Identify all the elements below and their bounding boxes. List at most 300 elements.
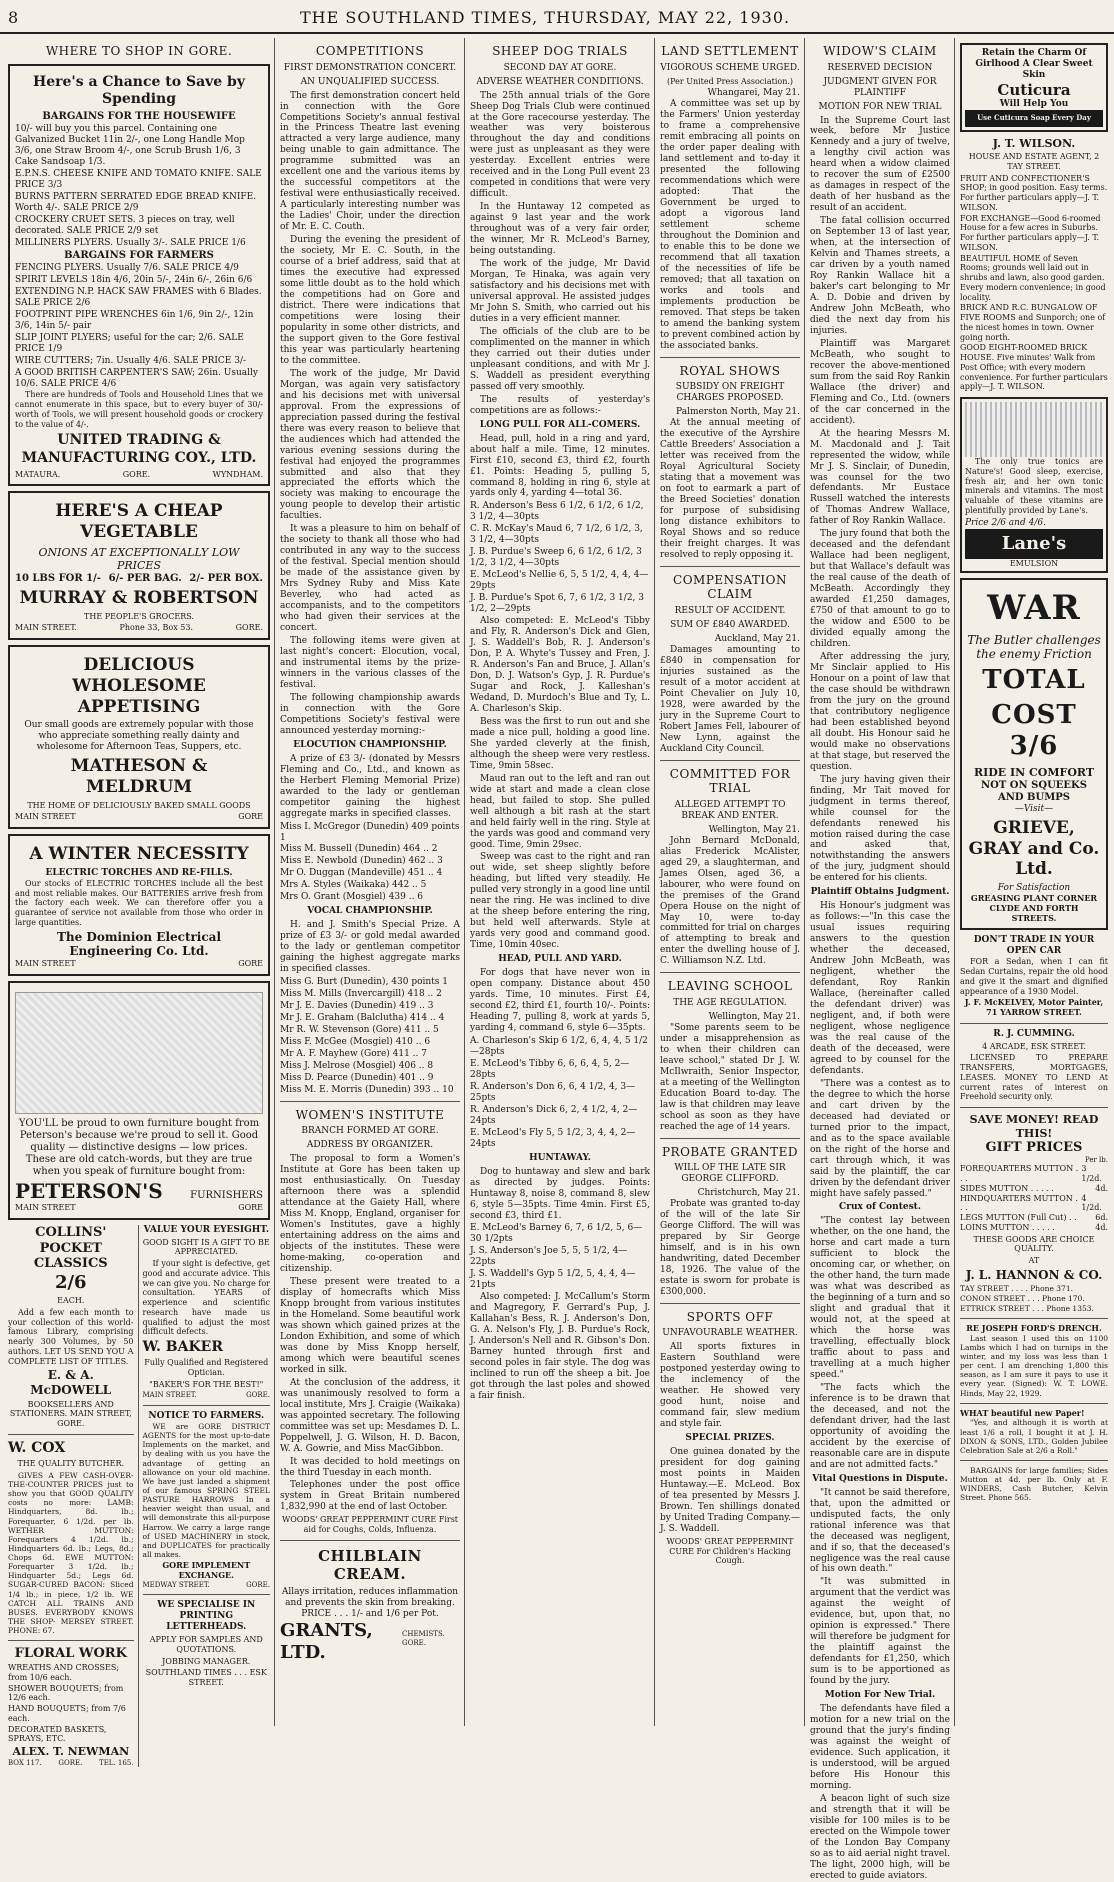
woods-ad: WOODS' GREAT PEPPERMINT CURE For Children's Hacking Cough. <box>666 1536 794 1566</box>
divider <box>960 1403 1108 1404</box>
phone-line: CONON STREET . . . Phone 170. <box>960 1293 1085 1303</box>
elocution-heading: ELOCUTION CHAMPIONSHIP. <box>293 739 447 750</box>
war-ride: RIDE IN COMFORT <box>973 766 1095 780</box>
addr-street: MAIN STREET. <box>142 1391 197 1400</box>
paragraph: "The facts which the inference is to be drawn that the deceased, and not the defendant driver, had the last opportunity of avoiding the accident by the exercise of reasonable care are in dispute and are not admitted facts." <box>810 1382 950 1470</box>
lanes-sub: EMULSION <box>1009 558 1059 568</box>
dateline: Wellington, May 21. <box>708 1011 800 1022</box>
result-row: J. B. Purdue's Sweep 6, 6 1/2, 6 1/2, 3 1/2, 3 1/2, 4—30pts <box>470 547 642 569</box>
price-bag: 6/- PER BAG. <box>108 572 182 584</box>
addr-town: GORE. <box>235 623 263 633</box>
ad-title: A WINTER NECESSITY <box>29 844 249 865</box>
article-subheading: VIGOROUS SCHEME URGED. <box>660 62 800 73</box>
wi-subheading: ADDRESS BY ORGANIZER. <box>306 1140 434 1151</box>
ad-subtitle-farmers: BARGAINS FOR FARMERS <box>64 249 214 261</box>
trade-head: DON'T TRADE IN YOUR OPEN CAR <box>973 935 1095 957</box>
article-body: A beacon light of such size and strength that it will be visible for 100 miles is to be erected on the Wimpole tower of the London Bay Company so as to aid aerial night travel. The light, 2000 high, will be erected to guide aviators. <box>810 1793 950 1881</box>
dateline: Palmerston North, May 21. <box>676 407 800 418</box>
elocution-results <box>280 822 460 904</box>
addr-street: MAIN STREET <box>15 958 76 968</box>
baker-address <box>143 1391 270 1400</box>
united-trading-ad <box>8 64 270 487</box>
listing-item: FOR EXCHANGE—Good 6-roomed House for a few acres in Suburbs. For further particulars apply—J. T. WILSON. <box>960 213 1101 252</box>
column-divider <box>274 38 275 1726</box>
paragraph: It was decided to hold meetings on the third Tuesday in each month. <box>280 1456 460 1478</box>
result-row: Mr A. F. Mayhew (Gore) 411 .. 7 <box>280 1048 427 1059</box>
gift-price-list <box>960 1164 1108 1232</box>
chilblain-price: PRICE . . . 1/- and 1/6 per Pot. <box>301 1609 439 1620</box>
dateline: Auckland, May 21. <box>714 633 800 644</box>
paragraph: Bess was the first to run out and she made a nice pull, holding a good line. She yarded cleverly at the finish, although the sheep were very restless. Time, 9min 58sec. <box>470 716 650 771</box>
divider <box>143 1405 270 1406</box>
addr-town: GORE. <box>246 1391 270 1400</box>
gift-item-price: 4d. <box>1095 1222 1108 1232</box>
result-row: E. McLeod's Barney 6, 7, 6 1/2, 5, 6—30 1/2pts <box>470 1223 643 1245</box>
longpull-heading: LONG PULL FOR ALL-COMERS. <box>479 419 641 430</box>
hannon-phones <box>960 1284 1108 1313</box>
gift-unit: Per lb. <box>1084 1155 1108 1164</box>
farm-head: NOTICE TO FARMERS. <box>148 1411 265 1422</box>
article-subheading: MOTION FOR NEW TRIAL <box>818 101 942 112</box>
list-item: SHOWER BOUQUETS; from 12/6 each. <box>8 1683 124 1703</box>
paragraph: His Honour's judgment was as follows:—"In this case the usual issues requiring answers to the question whether the deceased, Andrew John McBeath, was negligent, whether the defendant, Roy Rankin Wallace, (hereinafter called the defendant driver) was negligent, and, if both were negligent, whose negligence was the real cause of the death of the deceased, were agreed to by counsel for the defendants. <box>810 901 950 1076</box>
paragraph: The 25th annual trials of the Gore Sheep Dog Trials Club were continued at the Gore racecourse yesterday. The weather was very boisterous throughout the day and conditions were just as unpleasant as they were yesterday. Excellent entries were received and in the Long Pull event 23 competed in conditions that were very difficult. <box>470 90 650 200</box>
cuticura-title: Retain the Charm Of Girlhood A Clear Sweet Skin <box>975 48 1093 80</box>
addr-street: MAIN STREET <box>15 812 76 822</box>
section-heading: Plaintiff Obtains Judgment. <box>810 887 950 898</box>
shop-heading: WHERE TO SHOP IN GORE. <box>45 44 233 58</box>
column-shops <box>8 38 270 1767</box>
section-heading: Crux of Contest. <box>839 1202 921 1213</box>
result-row: Miss J. Melrose (Mosgiel) 406 .. 8 <box>280 1060 434 1071</box>
addr-street: MAIN STREET <box>15 1202 76 1212</box>
gift-head: GIFT PRICES <box>985 1140 1083 1156</box>
article-body <box>280 91 460 737</box>
paragraph: Also competed: E. McLeod's Tibby and Fly, R. Anderson's Dick and Glen, J. S. Waddell's Bob, R. J. Anderson's Don, P. A. Whyte's Tussey and Fren, J. R. Anderson's Fan and Bruce, J. Allan's Don, D. J. Watson's Gyp, J. R. Purdue's Sugar and Rock, J. Kalleshan's Wedand, D. Murdoch's Blue and Ty, L. A. Charleson's Skip. <box>470 616 650 714</box>
article-heading: SHEEP DOG TRIALS <box>492 44 628 58</box>
article-body: Probate was granted to-day of the will of the late Sir George Clifford. The will was prepared by Sir George himself, and is in his own handwriting, dated December 18, 1926. The value of the estate is sworn for probate is £300,000. <box>660 1199 800 1297</box>
trade-text: FOR a Sedan, when I can fit Sedan Curtains, repair the old hood and give it the smart and dignified appearance of a 1930 Model. <box>960 957 1108 996</box>
ad-towns <box>15 470 263 480</box>
newman-address <box>8 1759 134 1768</box>
paragraph: The first demonstration concert held in connection with the Gore Competitions Society's annual festival in the Princess Theatre last evening attracted a very large audience, many being unable to gain admittance. The programme submitted was an excellent one and the various items by the successful competitors at the festival were enthusiastically received. A particularly interesting number was the Ladies' Choir, under the direction of Mr. E. C. Couth. <box>280 90 460 233</box>
firm-address <box>15 623 263 633</box>
gift-item-name: LEGS MUTTON (Full Cut) . . <box>960 1213 1077 1223</box>
result-row: E. McLeod's Nellie 6, 5, 5 1/2, 4, 4, 4—29pts <box>470 570 649 592</box>
grants-firm: GRANTS, LTD. <box>280 1620 373 1664</box>
result-row: Mr J. E. Davies (Dunedin) 419 .. 3 <box>280 1001 434 1012</box>
gift-item-name: HINDQUARTERS MUTTON . . . <box>960 1193 1078 1213</box>
column-sheep-dog <box>470 38 650 1726</box>
longpull-results <box>470 501 650 615</box>
paragraph: During the evening the president of the society, Mr E. C. South, in the course of a brief address, said that at times the executive had expressed some little doubt as to the hold which the competitions had on Gore and district. There were indications that competitions were losing their popularity in some other districts, and the support given to the Gore festival this year was particularly heartening to the committee. <box>280 235 460 366</box>
farmer-bargain-list <box>15 263 263 390</box>
war-notsq: NOT ON SQUEEKS AND BUMPS <box>981 779 1087 803</box>
paper-text: "Yes, and although it is worth at least 1/6 a roll, I bought it at J. H. DIXON & SONS, LTD., Golden Jubilee Celebration Sale at 2/6 a Roll." <box>960 1418 1108 1455</box>
article-subheading: WILL OF THE LATE SIR GEORGE CLIFFORD. <box>674 1163 786 1185</box>
newman-firm: ALEX. T. NEWMAN <box>12 1745 130 1759</box>
wilson-tag: HOUSE AND ESTATE AGENT, 2 TAY STREET. <box>968 152 1100 171</box>
grants-row <box>280 1620 460 1664</box>
paragraph: The fatal collision occurred on September 13 of last year, when, at the intersection of Kelvin and Thames streets, a car driven by a youth named Roy Rankin Wallace hit a baker's cart belonging to Mr A. D. Dobie and driven by Andrew John McBeath, who died the next day from his injuries. <box>810 216 950 336</box>
article-heading: ROYAL SHOWS <box>679 363 781 378</box>
collins-title: COLLINS' POCKET CLASSICS <box>33 1224 108 1272</box>
baker-motto: "BAKER'S FOR THE BEST!" <box>149 1379 264 1389</box>
ad-title: DELICIOUS WHOLESOME APPETISING <box>72 655 206 717</box>
article-subheading: ADVERSE WEATHER CONDITIONS. <box>476 76 644 87</box>
floral-title: FLORAL WORK <box>14 1646 127 1662</box>
article-body: John Bernard McDonald, alias Frederick McAlister, aged 29, a slaughterman, and James Olsen, aged 36, a labourer, who were found on the premises of the Grand Opera House on the night of May 10, were to-day committed for trial on charges of attempting to break and enter the dwelling house of J. C. Williamson N.Z. Ltd. <box>660 835 800 967</box>
addr-town: GORE. <box>246 1580 270 1589</box>
phone-line: TAY STREET . . . . Phone 371. <box>960 1283 1073 1293</box>
war-visit: —Visit— <box>1014 803 1054 814</box>
column-competitions <box>280 38 460 1726</box>
list-item: HAND BOUQUETS; from 7/6 each. <box>8 1704 126 1723</box>
lanes-illustration <box>965 402 1103 457</box>
article-heading: COMPETITIONS <box>315 44 425 58</box>
paragraph: Sweep was cast to the right and ran out wide, set sheep slightly before heading, but lifted very steadily. He pulled very strongly in a good line until near the ring. He was inclined to dive at the sheep before entering the ring, but held well afterwards. Style at yards very good and command good. Time, 10min 40sec. <box>470 852 650 951</box>
collins-price: 2/6 <box>54 1272 87 1294</box>
bottom-ad-row <box>8 1225 270 1767</box>
ad-text: Our stocks of ELECTRIC TORCHES include all the best and most reliable makes. Our BATTERIES arrive fresh from the factory each week. We can therefore offer you a guarantee of service not available from those who order in large quantities. <box>15 878 263 927</box>
divider <box>660 760 800 761</box>
wi-body <box>280 1154 460 1513</box>
article-subheading: SUM OF £840 AWARDED. <box>670 619 790 630</box>
article-body <box>810 116 950 885</box>
paragraph: In the Supreme Court last week, before Mr Justice Kennedy and a jury of twelve, a lengthy civil action was heard when a widow claimed to recover the sum of £2500 as damages in respect of the death of her husband as the result of an accident. <box>810 115 950 214</box>
listing-item: GOOD EIGHT-ROOMED BRICK HOUSE. Five minutes' Walk from Post Office; with every modern convenience. For further particulars apply—J. T. WILSON. <box>960 343 1108 392</box>
baker-firm: W. BAKER <box>142 1339 223 1356</box>
firm-tagline: THE PEOPLE'S GROCERS. <box>84 611 194 621</box>
result-row: J. S. Anderson's Joe 5, 5, 5 1/2, 4—22pts <box>470 1246 628 1268</box>
article-heading: COMPENSATION CLAIM <box>673 572 787 602</box>
article-subheading: RESULT OF ACCIDENT. <box>674 605 786 616</box>
article-subheading: ALLEGED ATTEMPT TO BREAK AND ENTER. <box>674 799 786 821</box>
firm-name: UNITED TRADING & MANUFACTURING COY., LTD. <box>21 432 257 466</box>
listing-item: FRUIT AND CONFECTIONER'S SHOP; in good position. Easy terms. For further particulars apply—J. T. WILSON. <box>960 173 1108 212</box>
price-box: 2/- PER BOX. <box>189 572 263 584</box>
cumming-addr: 4 ARCADE, ESK STREET. <box>982 1041 1086 1051</box>
addr-street: MEDWAY STREET. <box>142 1580 210 1589</box>
wilson-name: J. T. WILSON. <box>992 136 1076 150</box>
list-item: 10/- will buy you this parcel. Containing one Galvanized Bucket 11in 2/-, one Long Handle Mop 3/6, one Straw Broom 4/-, one Scrub Brush 1/6, 3 Cake Sandsoap 1/3. <box>15 123 245 167</box>
headpull-results <box>470 1036 650 1150</box>
lanes-price: Price 2/6 and 4/6. <box>965 517 1046 528</box>
newspaper-title: THE SOUTHLAND TIMES, THURSDAY, MAY 22, 1930. <box>300 8 791 27</box>
firm-name: MURRAY & ROBERTSON <box>19 587 259 608</box>
paragraph: Plaintiff was Margaret McBeath, who sought to recover the above-mentioned sum from the said Roy Rankin Wallace (the driver) and Fleming and Co., Ltd. (owners of the car concerned in the accident). <box>810 338 950 426</box>
phone-line: ETTRICK STREET . . . Phone 1353. <box>960 1303 1094 1313</box>
article-heading: SPORTS OFF <box>686 1309 774 1324</box>
addr-town: GORE <box>238 1202 263 1212</box>
column-divider <box>954 38 955 1726</box>
result-row: Miss I. McGregor (Dunedin) 409 points 1 <box>280 821 460 843</box>
result-row: Miss M. Bussell (Dunedin) 464 .. 2 <box>280 844 438 855</box>
list-item: BURNS PATTERN SERRATED EDGE BREAD KNIFE. Worth 4/-. SALE PRICE 2/9 <box>15 191 257 213</box>
list-item: E.P.N.S. CHEESE KNIFE AND TOMATO KNIFE. SALE PRICE 3/3 <box>15 168 262 190</box>
article-body: All sports fixtures in Eastern Southland were postponed yesterday owing to the inclemency of the weather. He showed very good hunt, noise and command fair, slew medium and style fair. <box>660 1342 800 1430</box>
war-title: WAR <box>987 588 1081 629</box>
gift-price-row <box>960 1194 1108 1214</box>
war-sub: The Butler challenges the enemy Friction <box>967 632 1101 662</box>
article-subheading: FIRST DEMONSTRATION CONCERT. <box>283 62 457 73</box>
masthead-rule <box>0 32 1114 34</box>
gift-price-row <box>960 1223 1108 1233</box>
bargain-text: BARGAINS for large families; Sides Mutton at 4d. per lb. Only at F. WINDERS, Cash Butcher, Kelvin Street. Phone 565. <box>960 1466 1108 1503</box>
ad-subtitle: BARGAINS FOR THE HOUSEWIFE <box>42 110 236 122</box>
list-item: SLIP JOINT PLYERS; useful for the car; 2/6. SALE PRICE 1/9 <box>15 332 244 354</box>
result-row: C. R. McKay's Maud 6, 7 1/2, 6 1/2, 3, 3 1/2, 4—30pts <box>470 524 643 546</box>
elocution-text: A prize of £3 3/- (donated by Messrs Fleming and Co., Ltd., and known as the Herbert Fleming Memorial Prize) awarded to the lady or gentleman competitor gaining the highest aggregate marks in specified classes. <box>280 753 460 819</box>
huntaway-results <box>470 1223 650 1291</box>
headpull-text: For dogs that have never won in open company. Distance about 450 yards. Time, 10 minutes. First £4, second £2, third £1, fourth 10/-. Points: Heading 7, pulling 8, work at yards 5, yarding 4, command 6, style 6—35pts. <box>470 968 650 1033</box>
farm-text: WE are GORE DISTRICT AGENTS for the most up-to-date Implements on the market, and by dealing with us you have the advantage of getting an allowance on your old machine. We have just landed a shipment of our famous SPRING STEEL PASTURE HARROWS In a heavier weight than usual, and will demonstrate this all-purpose Harrow. We carry a large range of USED MACHINERY in stock, and DUPLICATES for practically all makes. <box>142 1421 270 1559</box>
cumming-text: LICENSED TO PREPARE TRANSFERS, MORTGAGES, LEASES. MONEY TO LEND At current rates of interest on Freehold security only. <box>960 1053 1108 1102</box>
divider <box>960 1107 1108 1108</box>
paragraph: After addressing the jury, Mr Sinclair applied to His Honour on a point of law that the case should be withdrawn from the jury on the ground that contributory negligence had been established beyond all doubt. His Honour said he would make no observations at that stage, but reserved the question. <box>810 652 950 772</box>
floral-list <box>8 1663 134 1744</box>
divider <box>960 1318 1108 1319</box>
divider <box>960 1460 1108 1461</box>
special-prizes-body: One guinea donated by the president for dog gaining most points in Maiden Huntaway.—E. McLeod. Box of tea presented by Messrs J. Brown. Ten shillings donated by United Trading Company.—J. S. Waddell. <box>660 1447 800 1534</box>
petersons-ad <box>8 981 270 1220</box>
result-row: Miss F. McGee (Mosgiel) 410 .. 6 <box>280 1036 431 1047</box>
vocal-heading: VOCAL CHAMPIONSHIP. <box>307 906 433 917</box>
drench-head: RE JOSEPH FORD'S DRENCH. <box>966 1322 1102 1333</box>
gift-item-name: LOINS MUTTON . . . . . <box>960 1222 1055 1232</box>
paragraph: The following championship awards in connection with the Gore Competitions Society's festival were announced yesterday morning:- <box>280 692 460 736</box>
press-assoc: (Per United Press Association.) <box>666 76 794 86</box>
divider <box>8 1640 134 1641</box>
gift-item-price: 6d. <box>1095 1213 1108 1223</box>
list-item: A GOOD BRITISH CARPENTER'S SAW; 26in. Usually 10/6. SALE PRICE 4/6 <box>15 367 258 389</box>
firm-row <box>15 1179 263 1203</box>
article-body: The defendants have filed a motion for a new trial on the ground that the jury's finding was against the weight of evidence. Such application, it is understood, will be argued before His Honour this morning. <box>810 1704 950 1791</box>
print-firm: JOBBING MANAGER. <box>162 1656 251 1666</box>
cuticura-brand: Cuticura <box>997 80 1071 99</box>
print-sub: APPLY FOR SAMPLES AND QUOTATIONS. <box>149 1635 263 1654</box>
paragraph: The work of the judge, Mr David Morgan, Te Hinaka, was again very satisfactory and his decisions met with universal approval. He assisted judges Mr John S. Smith, who carried out his duties in a very efficient manner. <box>470 259 650 324</box>
cox-text: GIVES A FEW CASH-OVER-THE-COUNTER PRICES just to show you that GOOD QUALITY costs no more: LAMB: Hindquarters, 8d. lb.; Forequarter, 6 1/2d. per lb. WETHER MUTTON: Forequarters 4 1/2d. lb.; Hindquarters 6d. lb.; Legs, 8d.; Chops 6d. EWE MUTTON: Forequarter 3 1/2d. lb.; Hindquarter 5d.; Legs 6d. SUGAR-CURED BACON: Sliced 1/4 lb.; in piece, 1/2 lb. WE CATCH ALL TRAINS AND BUSES. EVERYBODY KNOWS THE SHOP- MERSEY STREET. PHONE: 67. <box>8 1470 134 1636</box>
wi-heading: WOMEN'S INSTITUTE <box>295 1107 445 1122</box>
ad-title: HERE'S A CHEAP VEGETABLE <box>55 501 223 543</box>
divider <box>660 1138 800 1139</box>
grants-tag: CHEMISTS. GORE. <box>401 1630 445 1647</box>
firm-name: MATHESON & MELDRUM <box>70 756 208 797</box>
paragraph: At the conclusion of the address, it was unanimously resolved to form a local institute, Mrs J. Craigie (Waikaka) was appointed secretary. The following committee was set up: Mesdames D. L. Poppelwell, J. G. Wilson, H. D. Bacon, W. A. Gowrie, and Miss MacGibbon. <box>280 1377 460 1454</box>
chilblain-title: CHILBLAIN CREAM. <box>318 1546 422 1584</box>
divider <box>660 566 800 567</box>
paragraph: The jury having given their finding, Mr Tait moved for judgment in terms thereof, while counsel for the defendants renewed his motion raised during the case and asked that, notwithstanding the answers of the jury, judgment should be entered for his clients. <box>810 774 950 884</box>
paragraph: "The contest lay between whether, on the one hand, the horse and cart made a turn sufficient to block the oncoming car, or whether, on the other hand, the turn made was what was described as the beginning of a turn and so slight and gradual that it would not, at the speed at which the horse was travelling, effectually block traffic about to pass and travelling at a much higher speed." <box>810 1216 950 1380</box>
lanes-ad <box>960 397 1108 573</box>
huntaway-body: Also competed: J. McCallum's Storm and Magregory, F. Gerrard's Pup, J. Kallahan's Bess, R. J. Anderson's Don, G. A. Nelson's Fly, J. B. Purdue's Rock, J. Anderson's Nell and R. Gibson's Don. Barney hunted through first and second poles in fair style. The dog was inclined to run off the sheep a bit. Joe got through the last poles and showed a fair finish. <box>470 1292 650 1401</box>
result-row: Mr O. Duggan (Mandeville) 451 .. 4 <box>280 868 443 879</box>
result-row: Mr R. W. Stevenson (Gore) 411 .. 5 <box>280 1025 439 1035</box>
farm-firm: GORE IMPLEMENT EXCHANGE. <box>162 1560 251 1580</box>
war-cost: COST 3/6 <box>991 699 1077 762</box>
addr-box: BOX 117. <box>8 1758 42 1767</box>
town-mataura: MATAURA. <box>15 469 61 479</box>
article-heading: PROBATE GRANTED <box>661 1144 799 1159</box>
listing-item: BEAUTIFUL HOME of Seven Rooms; grounds well laid out in shrubs and lawn, also good garden. Every modern convenience; in good locality. <box>960 253 1106 302</box>
divider <box>960 1023 1108 1024</box>
sight-text: If your sight is defective, get good and accurate advice. This we can give you. No charge for consultation. YEARS of experience and scientific research have made us qualified to adjust the most difficult defects. <box>142 1259 270 1337</box>
column-ads <box>960 38 1108 1726</box>
huntaway-heading: HUNTAWAY. <box>529 1152 591 1163</box>
column-divider <box>804 38 805 1726</box>
paragraph: The results of yesterday's competitions are as follows:- <box>470 394 650 416</box>
paragraph: "It cannot be said therefore, that, upon the admitted or undisputed facts, the only rational inference was that the deceased was negligent, and if so, that the deceased's negligence was the real cause of his own death." <box>810 1487 950 1575</box>
cuticura-tag: Will Help You <box>999 99 1069 110</box>
result-row: J. B. Purdue's Spot 6, 7, 6 1/2, 3 1/2, 3 1/2, 2—29pts <box>470 593 644 615</box>
paragraph: The jury found that both the deceased and the defendant Wallace had been negligent, but that Wallace's default was the real cause of the death of McBeath. Accordingly they awarded £1,250 damages, £750 of that amount to go to the widow and £500 to be divided equally among the children. <box>810 529 950 650</box>
print-addr: SOUTHLAND TIMES . . . ESK STREET. <box>145 1668 267 1688</box>
trade-firm: J. F. McKELVEY, Motor Painter, 71 YARROW STREET. <box>964 997 1104 1018</box>
result-row: Mr J. E. Graham (Balclutha) 414 .. 4 <box>280 1013 445 1024</box>
firm-address <box>15 959 263 969</box>
gift-item-name: FOREQUARTERS MUTTON . . . <box>960 1164 1079 1184</box>
column-widow-claim <box>810 38 950 1881</box>
paragraph: These present were treated to a display of homecrafts which Miss Knopp brought from various institutes in the Homeland. Some beautiful work was shown which gained prizes at the London Exhibition, and some of which was done by Miss Knopp herself, among which were beautiful scenes worked in silk. <box>280 1277 460 1375</box>
result-row: Miss G. Burt (Dunedin), 430 points 1 <box>280 977 449 988</box>
ad-subtitle: ONIONS AT EXCEPTIONALLY LOW PRICES <box>38 545 240 573</box>
divider <box>8 1434 134 1435</box>
article-subheading: UNFAVOURABLE WEATHER. <box>662 1328 798 1339</box>
result-row: R. Anderson's Don 6, 6, 4 1/2, 4, 3—25pts <box>470 1081 636 1103</box>
divider <box>660 972 800 973</box>
article-subheading: RESERVED DECISION <box>827 62 933 73</box>
right-small-ads <box>138 1225 270 1767</box>
bargain-list <box>15 124 263 249</box>
lanes-brand: Lane's <box>965 529 1103 559</box>
dateline: Christchurch, May 21. <box>697 1188 800 1199</box>
ad-title: Here's a Chance to Save by Spending <box>33 73 245 107</box>
hannon-firm: J. L. HANNON & CO. <box>965 1267 1103 1282</box>
collins-text: Add a few each month to your collection of this world-famous Library, comprising nearly 300 Volumes, by 50 authors. LET US SEND YOU A COMPLETE LIST OF TITLES. <box>8 1307 134 1366</box>
result-row: Mrs O. Grant (Mosgiel) 439 .. 6 <box>280 892 424 903</box>
divider <box>280 1540 460 1541</box>
result-row: Miss M. Mills (Invercargill) 418 .. 2 <box>280 989 442 1000</box>
gift-price-row <box>960 1184 1108 1194</box>
column-news <box>660 38 800 1726</box>
print-head: WE SPECIALISE IN PRINTING LETTERHEADS. <box>157 1600 256 1633</box>
vocal-results <box>280 977 460 1096</box>
gift-item-price: 4 1/2d. <box>1081 1193 1102 1213</box>
paragraph: In the Huntaway 12 competed as against 9 last year and the work throughout was of a very fair order, the winner, Mr R. McLeod's Barney, being outstanding. <box>470 202 650 257</box>
result-row: Mrs A. Styles (Waikaka) 442 .. 5 <box>280 880 427 891</box>
paper-head: WHAT beautiful new Paper! <box>960 1407 1085 1418</box>
price-lbs: 10 LBS FOR 1/- <box>15 572 101 584</box>
list-item: EXTENDING N.P. HACK SAW FRAMES with 6 Blades. SALE PRICE 2/6 <box>15 286 262 308</box>
murray-robertson-ad <box>8 491 270 640</box>
article-body <box>810 1216 950 1470</box>
list-item: WREATHS AND CROSSES; from 10/6 each. <box>8 1663 120 1682</box>
cox-firm: W. COX <box>8 1439 66 1456</box>
article-body: "Some parents seem to be under a misapprehension as to when their children can leave school," stated Dr J. W. McIlwraith, Senior Inspector, at a meeting of the Wellington Education Board to-day. The law is that children may leave school as soon as they have reached the age of 14 years. <box>660 1022 800 1132</box>
result-row: Miss D. Pearce (Dunedin) 401 .. 9 <box>280 1072 434 1083</box>
result-row: E. McLeod's Tibby 6, 6, 6, 4, 5, 2—28pts <box>470 1058 630 1080</box>
paragraph: Telephones under the post office system in Great Britain numbered 1,832,990 at the end of last October. <box>280 1480 460 1513</box>
divider <box>660 1303 800 1304</box>
result-row: R. Anderson's Bess 6 1/2, 6 1/2, 6 1/2, 3 1/2, 4—30pts <box>470 501 644 523</box>
gift-note: THESE GOODS ARE CHOICE QUALITY. <box>973 1234 1095 1254</box>
list-item: FOOTPRINT PIPE WRENCHES 6in 1/6, 9in 2/-, 12in 3/6, 14in 5/- pair <box>15 309 254 331</box>
gift-at: AT <box>1028 1256 1040 1266</box>
paragraph: At the hearing Messrs M. M. Macdonald and J. Tait represented the widow, while Mr J. S. Sinclair, of Dunedin, was counsel for the two defendants. Mr Eustace Russell watched the interests of Thomas Andrew Wallace, father of Roy Rankin Wallace. <box>810 428 950 527</box>
article-subheading: SECOND DAY AT GORE. <box>503 62 617 73</box>
section-heading: Motion For New Trial. <box>824 1690 936 1701</box>
town-wyndham: WYNDHAM. <box>212 469 263 479</box>
article-heading: WIDOW'S CLAIM <box>823 44 937 58</box>
baker-tag: Fully Qualified and Registered Optician. <box>144 1358 269 1377</box>
list-item: WIRE CUTTERS; 7in. Usually 4/6. SALE PRICE 3/- <box>15 355 247 366</box>
addr-town: GORE <box>238 812 263 822</box>
firm-tagline: FURNISHERS <box>190 1189 263 1201</box>
paragraph: The following items were given at last night's concert: Elocution, vocal, and instrumental items by the prize-winners in the various classes of the festival. <box>280 636 460 690</box>
dominion-electrical-ad <box>8 834 270 975</box>
gift-item-price: 3 1/2d. <box>1081 1164 1102 1184</box>
addr-town: GORE <box>238 958 263 968</box>
woods-ad: WOODS' GREAT PEPPERMINT CURE First aid for Coughs, Colds, Influenza. <box>281 1515 459 1535</box>
price-row <box>15 573 263 585</box>
article-body: At the annual meeting of the executive of the Ayrshire Cattle Breeders' Association a letter was received from the Royal Agricultural Society stating that a movement was on foot to earmark a part of the Breed Societies' donation for purpose of subsidising long distance exhibitors to Royal Shows and so reduce their freight charges. It was resolved to reply opposing it. <box>660 418 800 560</box>
masthead <box>0 8 1114 30</box>
page-number: 8 <box>8 8 20 27</box>
firm-address <box>15 1203 263 1213</box>
left-small-ads <box>8 1225 134 1767</box>
firm-tagline: THE HOME OF DELICIOUSLY BAKED SMALL GOODS <box>27 800 251 810</box>
article-body <box>810 901 950 1199</box>
firm-address <box>15 812 263 822</box>
ad-text: YOU'LL be proud to own furniture bought from Peterson's because we're proud to sell it. Good quality — distinctive designs — low prices. These are old catch-words, but they are true when you speak of furniture bought from: <box>18 1117 260 1178</box>
article-subheading: SUBSIDY ON FREIGHT CHARGES PROPOSED. <box>675 382 785 404</box>
result-row: E. McLeod's Fly 5, 5 1/2, 3, 4, 4, 2—24pts <box>470 1127 636 1149</box>
war-foot: GREASING PLANT CORNER CLYDE AND FORTH STREETS. <box>970 893 1098 923</box>
divider <box>143 1594 270 1595</box>
article-subheading: JUDGMENT GIVEN FOR PLAINTIFF <box>823 76 937 98</box>
article-heading: LEAVING SCHOOL <box>667 979 793 994</box>
column-divider <box>654 38 655 1726</box>
paragraph: "It was submitted in argument that the verdict was against the weight of evidence, but, upon that, no opinion is expressed." There will therefore be judgment for the plaintiff against the defendants for £1,250, which sum is to be apportioned as found by the jury. <box>810 1577 950 1687</box>
collins-each: EACH. <box>57 1296 85 1306</box>
special-prizes-heading: SPECIAL PRIZES. <box>685 1433 775 1444</box>
article-body: Damages amounting to £840 in compensation for injuries sustained as the result of a motor accident at Point Chevalier on July 10, 1928, were awarded by the jury in the Supreme Court to Robert James Fell, labourer of New Lynn, against the Auckland City Council. <box>660 644 800 754</box>
sight-head: VALUE YOUR EYESIGHT. <box>143 1224 269 1235</box>
result-row: A. Charleson's Skip 6 1/2, 6, 4, 4, 5 1/2—28pts <box>470 1035 648 1057</box>
war-firm: GRIEVE, GRAY and Co. Ltd. <box>968 817 1100 880</box>
cumming-name: R. J. CUMMING. <box>993 1028 1075 1039</box>
paragraph: It was a pleasure to him on behalf of the society to thank all those who had contributed in any way to the success of the festival. Special mention should be made of the assistance given by Mrs Sydney Ruby and Miss Kate Beverley, who had acted as accompanists, and to the competitors who had given their services at the concert. <box>280 524 460 634</box>
drench-text: Last season I used this on 1100 Lambs which I had on turnips in the winter, and my loss was less than 1 per cent. I am drenching 1,800 this season, as I am sure it pays to use it every year. (Signed): W. T. LOWE. Hinds, May 22, 1929. <box>960 1333 1108 1398</box>
result-row: J. S. Waddell's Gyp 5 1/2, 5, 4, 4, 4—21pts <box>470 1269 636 1291</box>
list-item: CROCKERY CRUET SETS. 3 pieces on tray, well decorated. SALE PRICE 2/9 set <box>15 214 235 236</box>
grieve-gray-ad <box>960 578 1108 930</box>
result-row: R. Anderson's Dick 6, 2, 4 1/2, 4, 2—24pts <box>470 1104 638 1126</box>
article-subheading: THE AGE REGULATION. <box>673 997 787 1008</box>
paragraph: Maud ran out to the left and ran out wide at start and made a clean close head, but failed to stop. She pulled well although a bit rash at the start and held fairly well in the ring. Style at the yards was good and command very good. Time, 9min 29sec. <box>470 773 650 850</box>
article-heading: COMMITTED FOR TRIAL <box>669 766 791 796</box>
lanes-text: The only true tonics are Nature's! Good sleep, exercise, fresh air, and her own tonic minerals and vitamins. The most valuable of these vitamins are plentifully provided by Lane's. <box>965 457 1103 515</box>
paragraph: "There was a contest as to the degree to which the horse and cart driven by the deceased had deviated or turned prior to the impact, and as to the space available on the right of the horse and cart through which, it was said by the plaintiff, the car driven by the defendant driver might have safely passed." <box>810 1078 950 1199</box>
divider <box>660 357 800 358</box>
gift-price-row <box>960 1164 1108 1184</box>
war-sat: For Satisfaction <box>997 883 1071 894</box>
longpull-text: Head, pull, hold in a ring and yard, about half a mile. Time, 12 minutes. First £10, second £3, third £2, fourth £1. Points: Heading 5, pulling 5, command 8, holding in ring 6, style at yards only 4, yarding 4—total 36. <box>470 433 650 499</box>
vocal-text: H. and J. Smith's Special Prize. A prize of £3 3/- or gold medal awarded to the lady or gentleman competitor gaining the highest aggregate marks in specified classes. <box>280 920 460 975</box>
ad-text: Our small goods are extremely popular with those who appreciate something really dainty and wholesome for Afternoon Teas, Suppers, etc. <box>24 720 254 753</box>
article-body <box>810 1488 950 1687</box>
